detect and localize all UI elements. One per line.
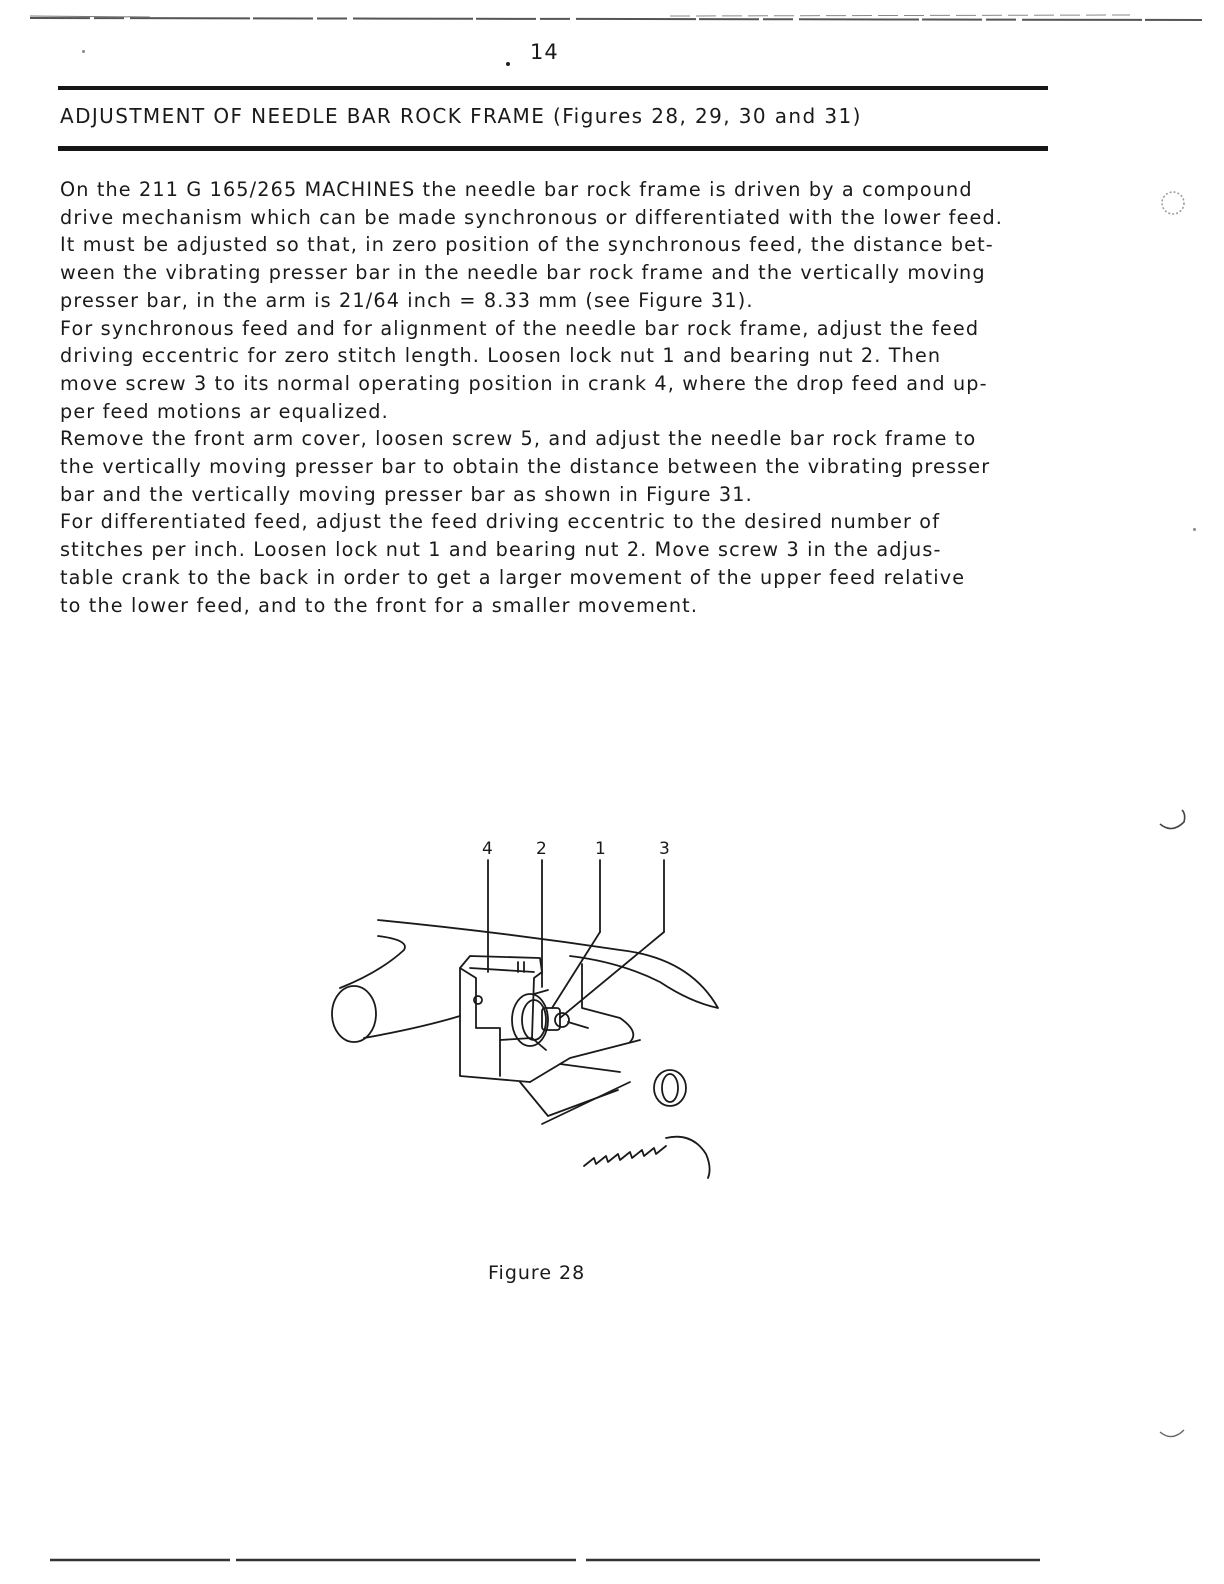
- text-line: the vertically moving presser bar to obtain the distance between the vibrating presser: [60, 455, 991, 479]
- punch-hole-mark: [1156, 808, 1190, 834]
- section-title: ADJUSTMENT OF NEEDLE BAR ROCK FRAME (Figures 28, 29, 30 and 31): [60, 104, 862, 128]
- text-line: Remove the front arm cover, loosen screw 5, and adjust the needle bar rock frame to: [60, 427, 977, 451]
- text-line: driving eccentric for zero stitch length. Loosen lock nut 1 and bearing nut 2. Then: [60, 344, 942, 368]
- figure-28-drawing: [320, 832, 740, 1182]
- punch-hole-mark: [1156, 1418, 1190, 1444]
- text-line: For differentiated feed, adjust the feed driving eccentric to the desired number of: [60, 510, 941, 534]
- text-line: to the lower feed, and to the front for a smaller movement.: [60, 593, 699, 617]
- punch-hole-mark: [1158, 186, 1188, 220]
- callout-label-4: 4: [482, 839, 493, 859]
- text-line: bar and the vertically moving presser bar as shown in Figure 31.: [60, 482, 753, 506]
- scan-speck: [1193, 528, 1196, 531]
- scan-speck: [82, 50, 85, 53]
- figure-caption: Figure 28: [488, 1262, 586, 1284]
- screw-head: [555, 1013, 569, 1027]
- adjusting-screw: [654, 1070, 686, 1106]
- text-line: move screw 3 to its normal operating position in crank 4, where the drop feed and up-: [60, 371, 988, 395]
- scan-speck: [506, 62, 510, 66]
- callout-label-3: 3: [659, 839, 670, 859]
- shaft-end: [332, 986, 376, 1042]
- header-rule-bottom: [58, 146, 1048, 151]
- text-line: For synchronous feed and for alignment of the needle bar rock frame, adjust the feed: [60, 316, 980, 340]
- text-line: presser bar, in the arm is 21/64 inch = 8.33 mm (see Figure 31).: [60, 288, 754, 312]
- text-line: On the 211 G 165/265 MACHINES the needle bar rock frame is driven by a compound: [60, 178, 973, 201]
- text-line: It must be adjusted so that, in zero position of the synchronous feed, the distance bet-: [60, 233, 994, 257]
- text-line: ween the vibrating presser bar in the needle bar rock frame and the vertically moving: [60, 261, 986, 285]
- body-text: [60, 176, 1004, 619]
- callout-label-1: 1: [595, 839, 606, 859]
- text-line: table crank to the back in order to get a larger movement of the upper feed relative: [60, 565, 966, 589]
- header-rule-top: [58, 86, 1048, 90]
- text-line: drive mechanism which can be made synchronous or differentiated with the lower feed.: [60, 205, 1004, 229]
- text-line: stitches per inch. Loosen lock nut 1 and bearing nut 2. Move screw 3 in the adjus-: [60, 538, 942, 562]
- callout-label-2: 2: [536, 839, 547, 859]
- top-scan-edge: [30, 14, 1202, 22]
- bottom-scan-edge: [50, 1556, 1040, 1564]
- page-number: 14: [530, 40, 559, 64]
- text-line: per feed motions ar equalized.: [60, 399, 389, 423]
- feed-teeth: [584, 1146, 666, 1166]
